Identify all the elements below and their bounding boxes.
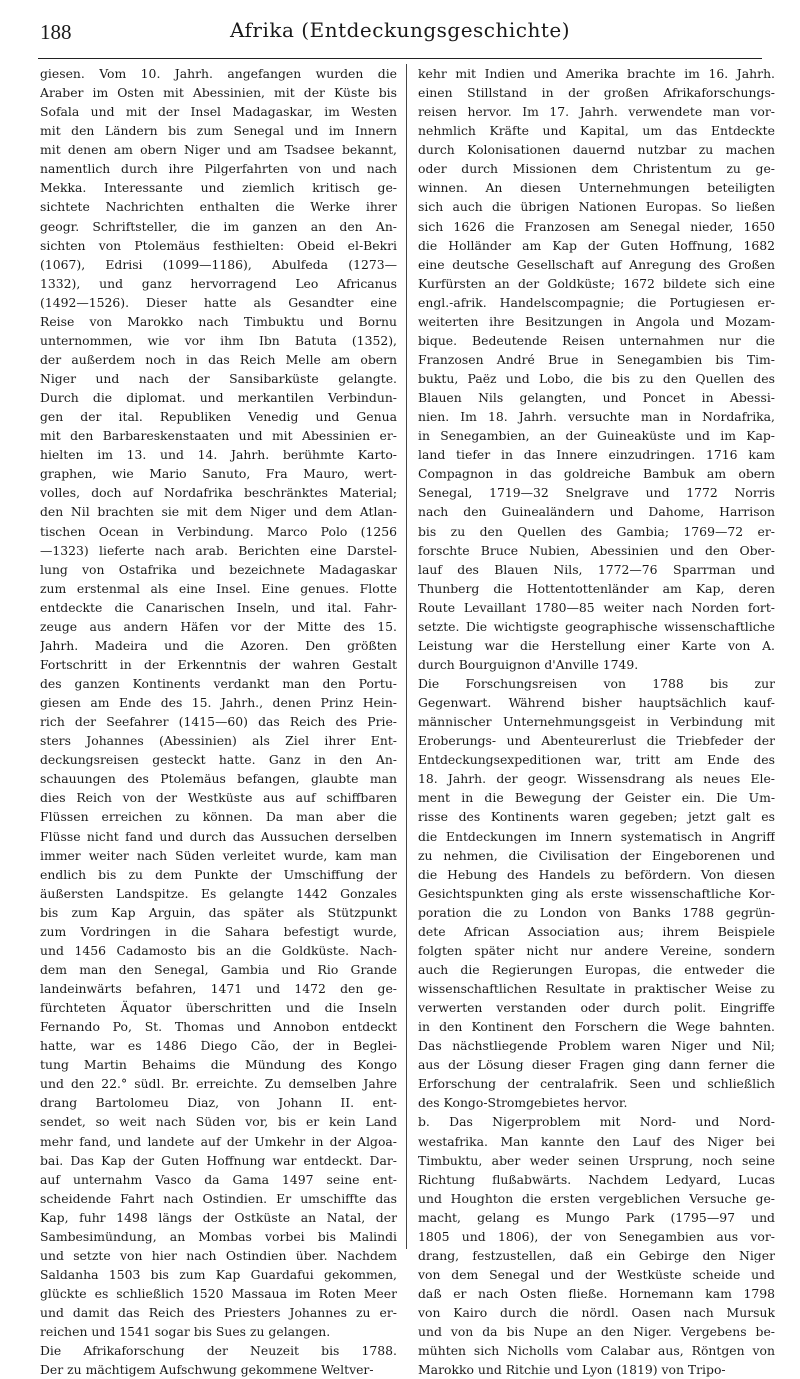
text-line: der außerdem noch in das Reich Melle am obern xyxy=(40,351,397,367)
text-line: Route Levaillant 1780—85 weiter nach Norden fort- xyxy=(418,599,775,615)
text-line: und den 22.° südl. Br. erreichte. Zu demselben Jahre xyxy=(40,1076,397,1092)
text-line: 18. Jahrh. der geogr. Wissensdrang als neues Ele- xyxy=(418,771,775,787)
text-line: Marokko und Ritchie und Lyon (1819) von Tripo- xyxy=(418,1362,726,1378)
header-rule xyxy=(38,58,762,59)
text-line: tung Martin Behaims die Mündung des Kongo xyxy=(40,1057,397,1073)
text-line: macht, gelang es Mungo Park (1795—97 und xyxy=(418,1209,775,1225)
text-line: setzte. Die wichtigste geographische wissenschaftliche xyxy=(418,618,775,634)
text-line: risse des Kontinents waren gegeben; jetzt galt es xyxy=(418,809,775,825)
text-line: ment in die Bewegung der Geister ein. Die Um- xyxy=(418,790,775,806)
text-line: einen Stillstand in der großen Afrikaforschungs- xyxy=(418,85,775,101)
right-column xyxy=(418,64,775,1379)
text-line: und Houghton die ersten vergeblichen Versuche ge- xyxy=(418,1190,775,1206)
text-line: sich 1626 die Franzosen am Senegal nieder, 1650 xyxy=(418,218,775,234)
text-line: und von da bis Nupe an den Niger. Vergebens be- xyxy=(418,1324,775,1340)
text-line: rich der Seefahrer (1415—60) das Reich des Prie- xyxy=(40,714,397,730)
text-line: graphen, wie Mario Sanuto, Fra Mauro, wert- xyxy=(40,466,397,482)
text-line: sichten von Ptolemäus festhielten: Obeid el-Bekri xyxy=(40,237,397,253)
text-line: zum Vordringen in die Sahara befestigt wurde, xyxy=(40,923,397,939)
text-line: Der zu mächtigem Aufschwung gekommene Weltver- xyxy=(40,1362,374,1378)
text-line: Sambesimündung, an Mombas vorbei bis Malindi xyxy=(40,1228,397,1244)
text-line: und setzte von hier nach Ostindien über. Nachdem xyxy=(40,1247,397,1263)
text-line: drang Bartolomeu Diaz, von Johann II. ent- xyxy=(40,1095,397,1111)
text-line: —1323) lieferte nach arab. Berichten eine Darstel- xyxy=(40,542,397,558)
text-line: Sofala und mit der Insel Madagaskar, im Westen xyxy=(40,104,397,120)
text-line: zu nehmen, die Civilisation der Eingeborenen und xyxy=(418,847,775,863)
text-line: äußersten Landspitze. Es gelangte 1442 Gonzales xyxy=(40,885,397,901)
text-line: nien. Im 18. Jahrh. versuchte man in Nordafrika, xyxy=(418,409,775,425)
text-line: sichtete Nachrichten enthalten die Werke ihrer xyxy=(40,199,397,215)
text-line: Das nächstliegende Problem waren Niger und Nil; xyxy=(418,1038,775,1054)
text-line: Compagnon in das goldreiche Bambuk am obern xyxy=(418,466,775,482)
text-line: Die Forschungsreisen von 1788 bis zur xyxy=(418,676,775,691)
text-line: bai. Das Kap der Guten Hoffnung war entdeckt. Dar- xyxy=(40,1152,397,1168)
text-line: Erforschung der centralafrik. Seen und schließlich xyxy=(418,1076,775,1092)
text-line: engl.-afrik. Handelscompagnie; die Portugiesen er- xyxy=(418,294,775,310)
text-line: Leistung war die Herstellung einer Karte von A. xyxy=(418,637,775,653)
text-line: Gesichtspunkten ging als erste wissenschaftliche Kor- xyxy=(418,885,775,901)
text-line: tischen Ocean in Verbindung. Marco Polo (1256 xyxy=(40,523,397,539)
text-line: durch Kolonisationen dauernd nutzbar zu machen xyxy=(418,142,775,158)
text-line: deckungsreisen gesteckt hatte. Ganz in den An- xyxy=(40,752,397,768)
text-line: (1067), Edrisi (1099—1186), Abulfeda (1273— xyxy=(40,256,397,272)
running-title: Afrika (Entdeckungsgeschichte) xyxy=(229,18,571,42)
text-line: Niger und nach der Sansibarküste gelangte. xyxy=(40,371,397,386)
text-line: landeinwärts befahren, 1471 und 1472 den ge- xyxy=(40,981,397,996)
text-line: dete African Association aus; ihrem Beispiele xyxy=(418,923,775,939)
text-line: reisen hervor. Im 17. Jahrh. verwendete man vor- xyxy=(418,104,775,120)
text-line: b. Das Nigerproblem mit Nord- und Nord- xyxy=(418,1114,775,1130)
text-line: Timbuktu, aber weder seinen Ursprung, noch seine xyxy=(418,1152,775,1168)
text-line: immer weiter nach Süden verleitet wurde, kam man xyxy=(40,847,397,863)
page-header xyxy=(40,16,760,50)
text-line: schauungen des Ptolemäus befangen, glaubte man xyxy=(40,771,397,787)
text-line: bis zum Kap Arguin, das später als Stützpunkt xyxy=(40,904,397,920)
text-line: des Kongo-Stromgebietes hervor. xyxy=(418,1095,628,1111)
left-column xyxy=(40,64,397,1379)
text-line: nach den Guinealändern und Dahome, Harrison xyxy=(418,504,775,520)
text-line: volles, doch auf Nordafrika beschränktes Material; xyxy=(40,485,397,501)
text-line: zeuge aus andern Häfen vor der Mitte des 15. xyxy=(40,618,397,634)
text-line: nehmlich Kräfte und Kapital, um das Entdeckte xyxy=(418,123,775,139)
text-line: bique. Bedeutende Reisen unternahmen nur die xyxy=(418,332,775,348)
text-line: scheidende Fahrt nach Ostindien. Er umschiffte das xyxy=(40,1190,397,1206)
text-line: wissenschaftlichen Resultate in praktischer Weise zu xyxy=(418,981,775,996)
text-line: Saldanha 1503 bis zum Kap Guardafui gekommen, xyxy=(40,1266,397,1282)
text-line: dem man den Senegal, Gambia und Rio Grande xyxy=(40,961,397,977)
text-line: sendet, so weit nach Süden vor, bis er kein Land xyxy=(40,1114,397,1130)
text-line: lung von Ostafrika und bezeichnete Madagaskar xyxy=(40,561,397,577)
text-line: Senegal, 1719—32 Snelgrave und 1772 Norris xyxy=(418,485,775,501)
text-line: giesen am Ende des 15. Jahrh., denen Prinz Hein- xyxy=(40,695,397,711)
text-line: den Nil brachten sie mit dem Niger und dem Atlan- xyxy=(40,504,397,520)
text-line: reichen und 1541 sogar bis Sues zu gelangen. xyxy=(40,1324,331,1340)
text-line: 1805 und 1806), der von Senegambien aus vor- xyxy=(418,1228,775,1244)
text-line: namentlich durch ihre Pilgerfahrten von und nach xyxy=(40,161,397,177)
text-line: winnen. An diesen Unternehmungen beteiligten xyxy=(418,180,775,196)
text-line: buktu, Paëz und Lobo, die bis zu den Quellen des xyxy=(418,371,775,386)
page-number: 188 xyxy=(40,20,72,44)
text-line: drang, festzustellen, daß ein Gebirge den Niger xyxy=(418,1247,775,1263)
text-line: oder durch Missionen dem Christentum zu ge- xyxy=(418,161,775,177)
text-line: Fernando Po, St. Thomas und Annobon entdeckt xyxy=(40,1019,397,1035)
text-line: verwerten verstanden oder durch polit. Eingriffe xyxy=(418,1000,775,1016)
text-line: Franzosen André Brue in Senegambien bis Tim- xyxy=(418,351,775,367)
text-line: von dem Senegal und der Westküste scheide und xyxy=(418,1266,775,1282)
text-line: mit den Barbareskenstaaten und mit Abessinien er- xyxy=(40,428,397,444)
text-line: sters Johannes (Abessinien) als Ziel ihrer Ent- xyxy=(40,733,397,749)
text-line: bis zu den Quellen des Gambia; 1769—72 er- xyxy=(418,523,775,539)
text-line: Eroberungs- und Abenteurerlust die Triebfeder der xyxy=(418,733,775,749)
text-line: des ganzen Kontinents verdankt man den Portu- xyxy=(40,676,397,691)
text-line: männischer Unternehmungsgeist in Verbindung mit xyxy=(418,714,775,730)
text-line: entdeckte die Canarischen Inseln, und ital. Fahr- xyxy=(40,599,397,615)
text-line: lauf des Blauen Nils, 1772—76 Sparrman und xyxy=(418,561,775,577)
text-line: und 1456 Cadamosto bis an die Goldküste. Nach- xyxy=(40,942,397,958)
text-line: mehr fand, und landete auf der Umkehr in der Algoa- xyxy=(40,1133,397,1149)
text-line: gen der ital. Republiken Venedig und Genua xyxy=(40,409,397,425)
text-line: die Hebung des Handels zu befördern. Von diesen xyxy=(418,866,775,882)
text-line: hatte, war es 1486 Diego Cão, der in Beglei- xyxy=(40,1038,397,1054)
text-line: aus der Lösung dieser Fragen ging dann ferner die xyxy=(418,1057,775,1073)
text-line: unternommen, wie vor ihm Ibn Batuta (1352), xyxy=(40,332,397,348)
text-line: Flüsse nicht fand und durch das Aussuchen derselben xyxy=(40,828,397,844)
text-line: (1492—1526). Dieser hatte als Gesandter eine xyxy=(40,294,397,310)
text-line: glückte es schließlich 1520 Massaua im Roten Meer xyxy=(40,1286,397,1301)
text-line: Jahrh. Madeira und die Azoren. Den größten xyxy=(40,637,397,653)
text-line: endlich bis zu dem Punkte der Umschiffung der xyxy=(40,866,397,882)
text-line: poration die zu London von Banks 1788 gegrün- xyxy=(418,904,775,920)
text-line: 1332), und ganz hervorragend Leo Africanus xyxy=(40,275,397,291)
text-line: Mekka. Interessante und ziemlich kritisch ge- xyxy=(40,180,397,196)
text-line: Entdeckungsexpeditionen war, tritt am Ende des xyxy=(418,752,775,768)
text-line: eine deutsche Gesellschaft auf Anregung des Großen xyxy=(418,256,775,272)
text-line: mit denen am obern Niger und am Tsadsee bekannt, xyxy=(40,142,397,158)
text-line: Richtung flußabwärts. Nachdem Ledyard, Lucas xyxy=(418,1171,775,1187)
text-line: sich auch die übrigen Nationen Europas. So ließen xyxy=(418,199,775,215)
text-line: Reise von Marokko nach Timbuktu und Bornu xyxy=(40,313,397,329)
text-line: mit den Ländern bis zum Senegal und im Innern xyxy=(40,123,397,139)
text-line: giesen. Vom 10. Jahrh. angefangen wurden die xyxy=(40,66,397,81)
text-line: in den Kontinent den Forschern die Wege bahnten. xyxy=(418,1019,775,1035)
text-line: in Senegambien, an der Guineaküste und im Kap- xyxy=(418,428,775,444)
text-line: land tiefer in das Innere einzudringen. 1716 kam xyxy=(418,447,775,463)
text-line: Fortschritt in der Erkenntnis der wahren Gestalt xyxy=(40,656,397,672)
text-line: auf unternahm Vasco da Gama 1497 seine ent- xyxy=(40,1171,397,1187)
text-line: westafrika. Man kannte den Lauf des Niger bei xyxy=(418,1133,775,1149)
text-line: durch Bourguignon d'Anville 1749. xyxy=(418,656,639,672)
text-line: geogr. Schriftsteller, die im ganzen an den An- xyxy=(40,218,397,234)
text-line: weiterten ihre Besitzungen in Angola und Mozam- xyxy=(418,313,775,329)
text-line: und damit das Reich des Priesters Johannes zu er- xyxy=(40,1305,397,1321)
text-line: Kap, fuhr 1498 längs der Ostküste an Natal, der xyxy=(40,1209,397,1225)
text-line: folgten später nicht nur andere Vereine, sondern xyxy=(418,942,775,958)
text-line: die Holländer am Kap der Guten Hoffnung, 1682 xyxy=(418,237,775,253)
text-line: daß er nach Osten fließe. Hornemann kam 1798 xyxy=(418,1286,775,1301)
text-line: mühten sich Nicholls vom Calabar aus, Röntgen von xyxy=(418,1343,775,1359)
text-line: Blauen Nils gelangten, und Poncet in Abessi- xyxy=(418,390,775,406)
text-line: forschte Bruce Nubien, Abessinien und den Ober- xyxy=(418,542,775,558)
text-line: die Entdeckungen im Innern systematisch in Angriff xyxy=(418,828,775,844)
text-line: Flüssen erreichen zu können. Da man aber die xyxy=(40,809,397,825)
text-line: Thunberg die Hottentottenländer am Kap, deren xyxy=(418,580,775,596)
text-line: Durch die diplomat. und merkantilen Verbindun- xyxy=(40,390,397,406)
text-line: Die Afrikaforschung der Neuzeit bis 1788. xyxy=(40,1343,397,1359)
text-line: zum erstenmal als eine Insel. Eine genues. Flotte xyxy=(40,580,397,596)
text-line: dies Reich von der Westküste aus auf schiffbaren xyxy=(40,790,397,806)
text-line: Gegenwart. Während bisher hauptsächlich kauf- xyxy=(418,695,775,711)
text-line: Kurfürsten an der Goldküste; 1672 bildete sich eine xyxy=(418,275,775,291)
text-line: kehr mit Indien und Amerika brachte im 16. Jahrh. xyxy=(418,66,775,81)
text-line: hielten im 13. und 14. Jahrh. berühmte Karto- xyxy=(40,447,397,463)
column-divider xyxy=(406,64,407,1249)
text-line: fürchteten Äquator überschritten und die Inseln xyxy=(40,1000,397,1016)
text-line: Araber im Osten mit Abessinien, mit der Küste bis xyxy=(40,85,397,101)
text-line: von Kairo durch die nördl. Oasen nach Mursuk xyxy=(418,1305,775,1321)
text-line: auch die Regierungen Europas, die entweder die xyxy=(418,961,775,977)
